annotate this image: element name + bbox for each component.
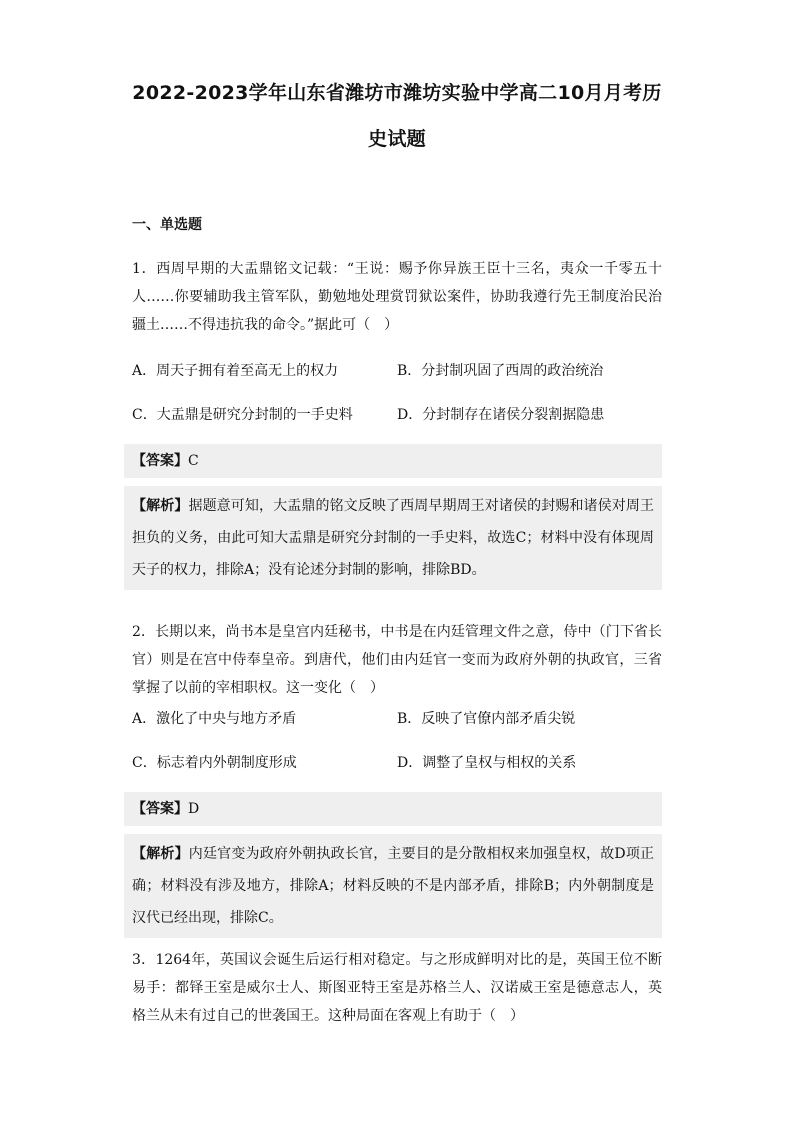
answer-value: D xyxy=(188,801,200,817)
option-d: D．分封制存在诸侯分裂割据隐患 xyxy=(397,407,605,423)
option-a: A．周天子拥有着至高无上的权力 xyxy=(132,363,339,379)
explanation-box-1 xyxy=(124,486,662,590)
explanation-text: 内廷官变为政府外朝执政长官，主要目的是分散相权来加强皇权，故D项正确；材料没有涉及地方，排除A；材料反映的不是内部矛盾，排除B；内外朝制度是汉代已经出现，排除C。 xyxy=(132,846,655,926)
explanation-label: 【解析】 xyxy=(132,498,189,514)
option-a: A．激化了中央与地方矛盾 xyxy=(132,711,297,727)
option-c: C．标志着内外朝制度形成 xyxy=(132,755,297,771)
option-d: D．调整了皇权与相权的关系 xyxy=(397,755,577,771)
question-3-stem: 3．1264年，英国议会诞生后运行相对稳定。与之形成鲜明对比的是，英国王位不断易手：都铎王室是威尔士人、斯图亚特王室是苏格兰人、汉诺威王室是德意志人，英格兰从未有过自己的世袭国王。这种局面在客观上有助于（ ） xyxy=(132,952,662,1024)
answer-value: C xyxy=(188,453,199,469)
explanation-label: 【解析】 xyxy=(132,846,189,862)
explanation-text: 据题意可知，大盂鼎的铭文反映了西周早期周王对诸侯的封赐和诸侯对周王担负的义务，由此可知大盂鼎是研究分封制的一手史料，故选C；材料中没有体现周天子的权力，排除A；没有论述分封制的影响，排除BD。 xyxy=(132,498,655,578)
question-2-stem: 2．长期以来，尚书本是皇宫内廷秘书，中书是在内廷管理文件之意，侍中（门下省长官）则是在宫中侍奉皇帝。到唐代，他们由内廷官一变而为政府外朝的执政官，三省掌握了以前的宰相职权。这一变化（ ） xyxy=(132,624,662,696)
question-2-options xyxy=(132,708,662,796)
question-1-stem: 1．西周早期的大盂鼎铭文记载：“王说：赐予你异族王臣十三名，夷众一千零五十人……你要辅助我主管军队，勤勉地处理赏罚狱讼案件，协助我遵行先王制度治民治疆土……不得违抗我的命令。”据此可（ ） xyxy=(132,261,662,333)
document-title xyxy=(110,70,684,162)
answer-label: 【答案】 xyxy=(132,801,188,817)
option-b: B．分封制巩固了西周的政治统治 xyxy=(397,363,604,379)
title-line-2: 史试题 xyxy=(368,128,426,150)
answer-box-1 xyxy=(124,444,662,478)
option-b: B．反映了官僚内部矛盾尖锐 xyxy=(397,711,576,727)
title-line-1: 2022-2023学年山东省潍坊市潍坊实验中学高二10月月考历 xyxy=(132,82,662,104)
question-1-options xyxy=(132,360,662,448)
answer-label: 【答案】 xyxy=(132,453,188,469)
section-heading: 一、单选题 xyxy=(132,217,202,233)
answer-box-2 xyxy=(124,792,662,826)
explanation-box-2 xyxy=(124,834,662,938)
option-c: C．大盂鼎是研究分封制的一手史料 xyxy=(132,407,353,423)
